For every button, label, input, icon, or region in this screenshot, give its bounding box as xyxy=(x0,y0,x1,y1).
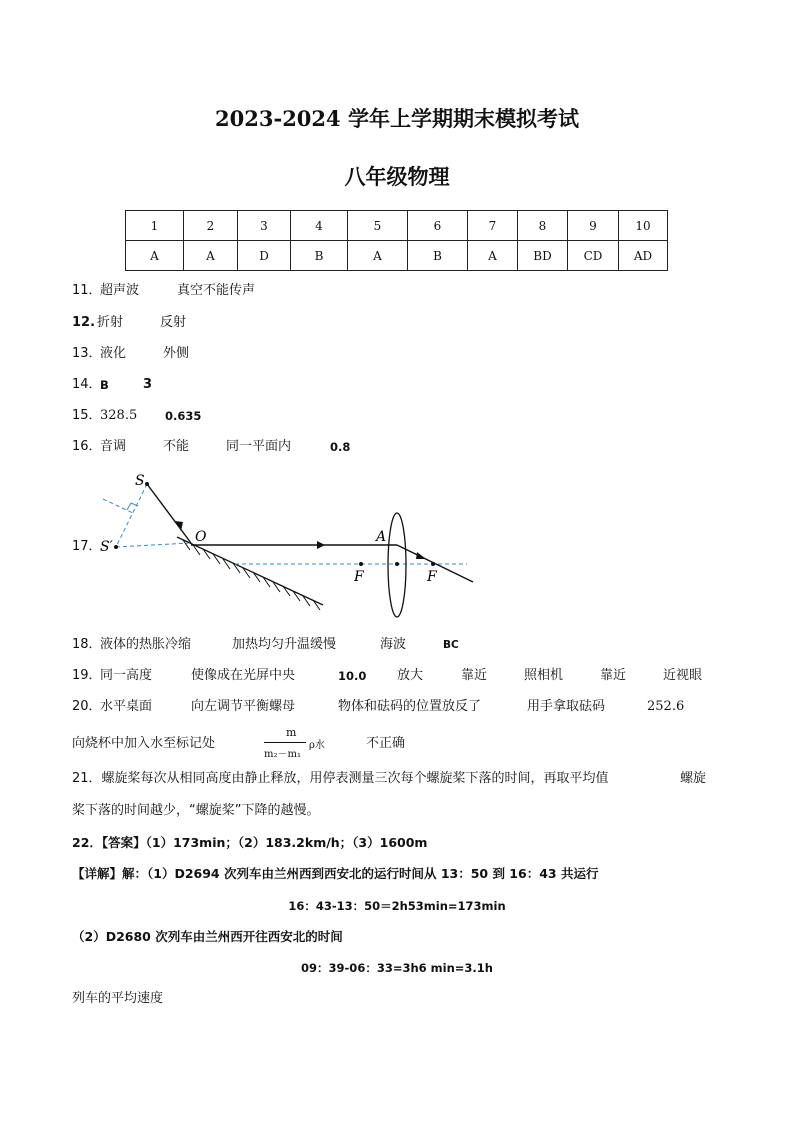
table-cell: 6 xyxy=(408,211,468,241)
answer-text: 使像成在光屏中央 xyxy=(191,668,296,683)
answer-text: 不能 xyxy=(163,439,190,454)
label-f: F xyxy=(354,569,364,585)
answer-text: 物体和砝码的位置放反了 xyxy=(338,699,482,714)
mirror-line xyxy=(177,537,323,605)
table-cell: 4 xyxy=(291,211,348,241)
question-number: 17． xyxy=(72,539,102,554)
page-subtitle: 八年级物理 xyxy=(344,164,450,189)
question-number: 18． xyxy=(72,637,102,652)
label-s: S xyxy=(135,473,145,489)
label-o: O xyxy=(195,529,207,545)
image-point xyxy=(114,545,118,549)
table-cell: AD xyxy=(619,241,668,271)
normal-dashed-line xyxy=(116,484,147,547)
table-cell: A xyxy=(468,241,518,271)
focal-point xyxy=(431,562,435,566)
answer-text: 0.8 xyxy=(330,440,351,454)
answer-text: 3 xyxy=(143,377,153,392)
source-point xyxy=(145,482,149,486)
question-number: 14． xyxy=(72,377,102,392)
answer-text: 照相机 xyxy=(524,668,564,683)
answer-text: 外侧 xyxy=(163,346,190,361)
answer-text: 向左调节平衡螺母 xyxy=(191,699,296,714)
table-cell: B xyxy=(291,241,348,271)
table-row-numbers xyxy=(126,211,668,241)
answer-text: 反射 xyxy=(160,315,187,330)
answer-line-21: 21．螺旋桨每次从相同高度由静止释放，用停表测量三次每个螺旋桨下落的时间，再取平均值 xyxy=(72,771,609,786)
answer-text: 不正确 xyxy=(366,736,406,751)
answer-text: 真空不能传声 xyxy=(177,283,256,298)
answer-text: 同一高度 xyxy=(100,668,153,683)
answer-text: 向烧杯中加入水至标记处 xyxy=(72,736,216,751)
solution-equation: 09：39-06：33=3h6 min=3.1h xyxy=(301,961,493,975)
label-f: F xyxy=(427,569,437,585)
answer-text: 同一平面内 xyxy=(226,439,292,454)
rho-symbol: ρ水 xyxy=(309,740,325,751)
ray-arrow-icon xyxy=(317,541,325,549)
answer-table xyxy=(125,210,668,271)
ray-arrow-icon xyxy=(416,552,426,559)
label-s-prime: S′ xyxy=(100,539,113,555)
fraction-numerator: m xyxy=(286,726,297,739)
table-cell: A xyxy=(348,241,408,271)
answer-text: 252.6 xyxy=(647,699,685,714)
answer-text: 用手拿取砝码 xyxy=(527,699,606,714)
fraction-denominator: m₂－m₁ xyxy=(264,749,301,760)
solution-line: （2）D2680 次列车由兰州西开往西安北的时间 xyxy=(72,929,343,944)
table-cell: CD xyxy=(568,241,619,271)
incident-ray xyxy=(147,484,191,543)
table-cell: 5 xyxy=(348,211,408,241)
question-number: 15． xyxy=(72,408,102,423)
answer-text: 近视眼 xyxy=(663,668,703,683)
table-row-answers xyxy=(126,241,668,271)
question-number: 16． xyxy=(72,439,102,454)
answer-text: 液体的热胀冷缩 xyxy=(100,637,192,652)
answer-text: 海波 xyxy=(380,637,407,652)
answer-text: 超声波 xyxy=(100,283,140,298)
solution-equation: 16：43-13：50＝2h53min=173min xyxy=(288,899,506,913)
answer-text: 折射 xyxy=(97,315,124,330)
mirror-hatching xyxy=(183,540,320,610)
table-cell: 7 xyxy=(468,211,518,241)
table-cell: 3 xyxy=(238,211,291,241)
answer-text: 放大 xyxy=(397,668,424,683)
question-number: 13． xyxy=(72,346,102,361)
table-cell: A xyxy=(126,241,184,271)
answer-text: 液化 xyxy=(100,346,127,361)
answer-text: 水平桌面 xyxy=(100,699,153,714)
optics-diagram xyxy=(95,465,485,625)
solution-line: 列车的平均速度 xyxy=(72,991,164,1006)
question-number: 12. xyxy=(72,315,96,330)
table-cell: D xyxy=(238,241,291,271)
density-formula xyxy=(264,726,344,760)
answer-line-21-cont: 桨下落的时间越少，“螺旋桨”下降的越慢。 xyxy=(72,803,320,818)
answer-text: 螺旋 xyxy=(680,771,707,786)
answer-text: BC xyxy=(443,639,459,651)
answer-text: B xyxy=(100,378,109,392)
page-title: 2023-2024 学年上学期期末模拟考试 xyxy=(215,106,579,131)
table-cell: 10 xyxy=(619,211,668,241)
answer-line-22: 22．【答案】（1）173min；（2）183.2km/h；（3）1600m xyxy=(72,835,428,850)
answer-text: 10.0 xyxy=(338,669,367,683)
optical-center xyxy=(395,562,399,566)
table-cell: 8 xyxy=(518,211,568,241)
answer-text: 328.5 xyxy=(100,408,138,423)
table-cell: A xyxy=(184,241,238,271)
answer-text: 靠近 xyxy=(461,668,488,683)
fraction-bar xyxy=(264,742,306,743)
solution-line: 【详解】解：（1）D2694 次列车由兰州西到西安北的运行时间从 13：50 到 16：43 共运行 xyxy=(72,866,599,881)
question-number: 19． xyxy=(72,668,102,683)
label-a: A xyxy=(376,529,387,545)
table-cell: 9 xyxy=(568,211,619,241)
table-cell: 2 xyxy=(184,211,238,241)
question-number: 11． xyxy=(72,283,102,298)
question-number: 20． xyxy=(72,699,102,714)
answer-text: 音调 xyxy=(100,439,127,454)
focal-point xyxy=(359,562,363,566)
table-cell: BD xyxy=(518,241,568,271)
answer-text: 加热均匀升温缓慢 xyxy=(232,637,337,652)
answer-text: 0.635 xyxy=(165,409,202,423)
table-cell: 1 xyxy=(126,211,184,241)
mirror-extension-dashed-line xyxy=(103,499,133,513)
answer-text: 靠近 xyxy=(600,668,627,683)
table-cell: B xyxy=(408,241,468,271)
virtual-ray-dashed-line xyxy=(116,543,191,547)
